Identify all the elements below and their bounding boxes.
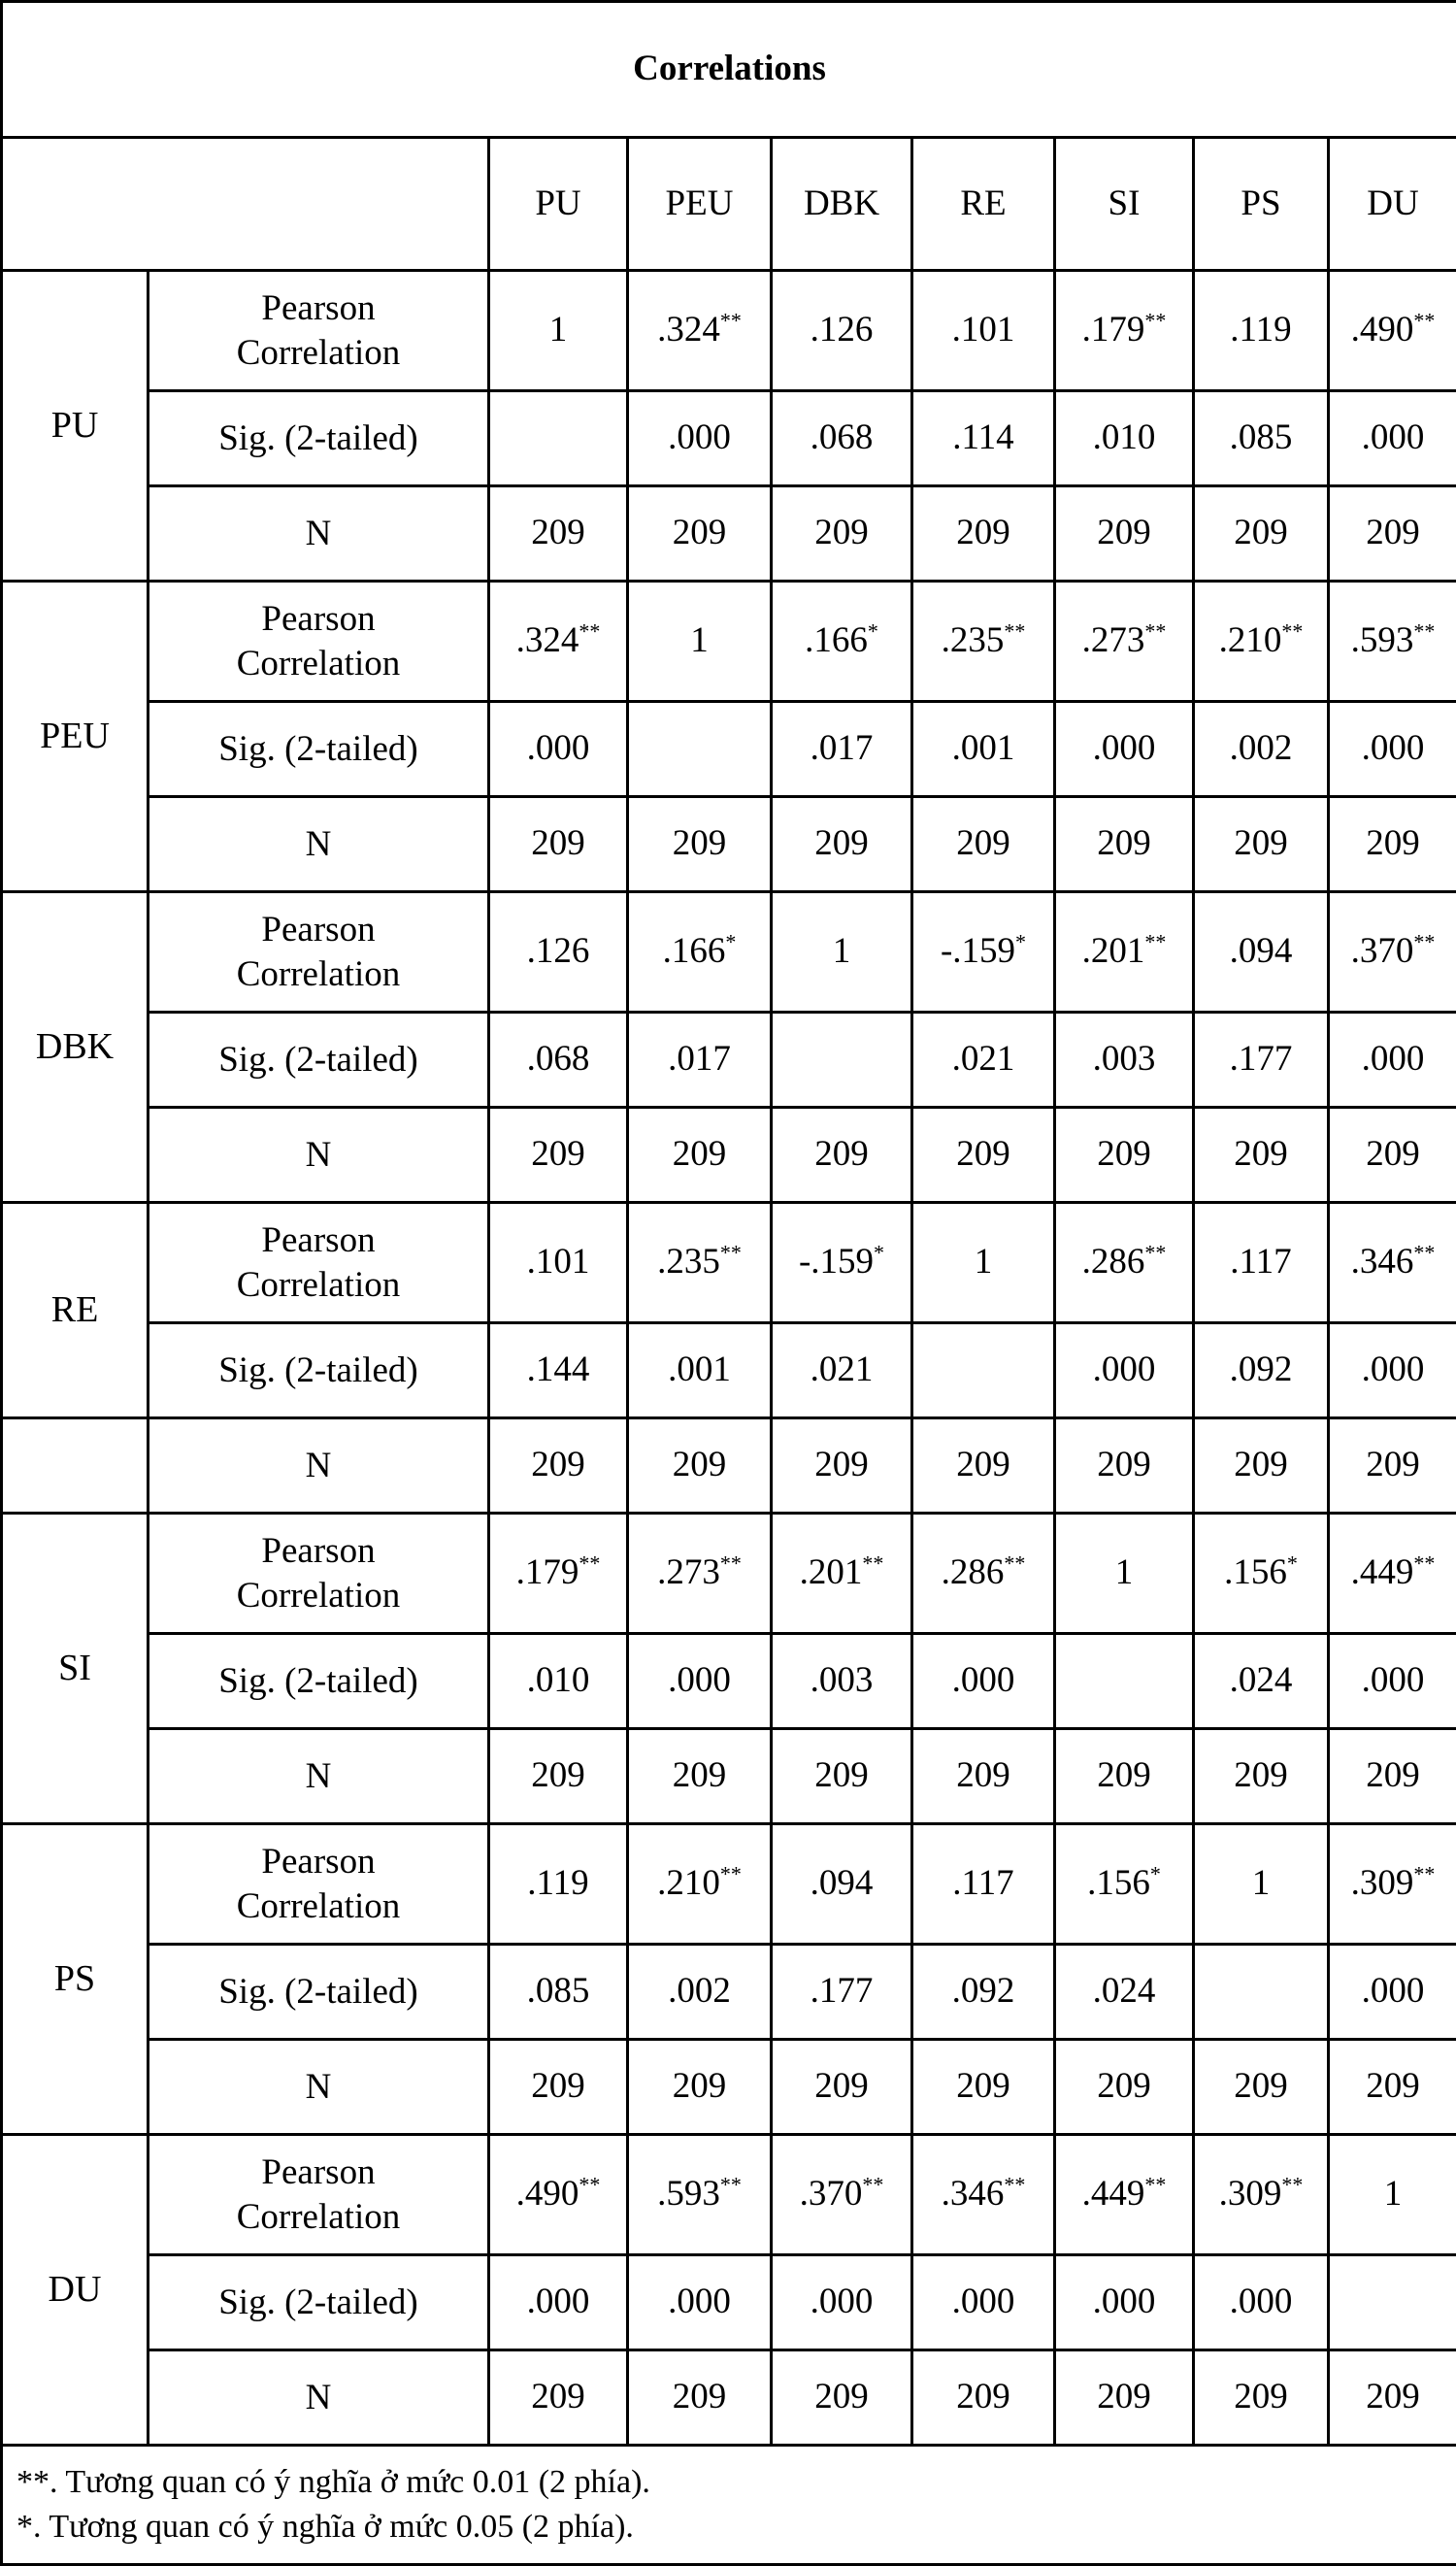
pearson-value: .309 — [1351, 1863, 1414, 1903]
pearson-cell — [1194, 582, 1329, 702]
sig-cell: .177 — [772, 1945, 912, 2040]
sig-cell: .000 — [1329, 1634, 1456, 1729]
pearson-value: .126 — [811, 310, 874, 350]
pearson-cell — [772, 1514, 912, 1634]
table-row — [2, 2350, 1456, 2446]
sig-cell: .000 — [1329, 391, 1456, 486]
stat-label-sig: Sig. (2-tailed) — [149, 2255, 489, 2350]
significance-marker: ** — [720, 1241, 742, 1265]
pearson-value: .101 — [527, 1242, 590, 1282]
sig-cell — [912, 1323, 1055, 1418]
n-cell: 209 — [489, 1418, 628, 1514]
sig-cell — [1055, 1634, 1194, 1729]
column-header-si: SI — [1055, 138, 1194, 271]
pearson-value: 1 — [690, 620, 709, 660]
pearson-value: .346 — [942, 2174, 1005, 2214]
n-cell: 209 — [772, 2350, 912, 2446]
pearson-cell — [1055, 1514, 1194, 1634]
row-variable-peu: PEU — [2, 582, 149, 892]
n-cell: 209 — [1055, 1418, 1194, 1514]
n-cell: 209 — [772, 2040, 912, 2135]
sig-cell: .000 — [1055, 702, 1194, 797]
sig-cell: .024 — [1194, 1634, 1329, 1729]
pearson-cell — [628, 1824, 772, 1945]
table-row — [2, 702, 1456, 797]
table-row — [2, 1634, 1456, 1729]
sig-cell: .021 — [912, 1013, 1055, 1108]
sig-cell: .003 — [772, 1634, 912, 1729]
n-cell: 209 — [1055, 1729, 1194, 1824]
significance-marker: ** — [1144, 1241, 1166, 1265]
pearson-value: .370 — [800, 2174, 863, 2214]
table-row — [2, 1729, 1456, 1824]
significance-marker: * — [725, 930, 736, 954]
n-cell: 209 — [628, 1729, 772, 1824]
stat-label-n: N — [149, 1108, 489, 1203]
sig-cell: .001 — [628, 1323, 772, 1418]
significance-marker: ** — [862, 1551, 883, 1576]
n-cell: 209 — [912, 486, 1055, 582]
n-cell: 209 — [628, 1418, 772, 1514]
pearson-value: .370 — [1351, 931, 1414, 971]
pearson-value: .101 — [952, 310, 1015, 350]
row-variable-dbk: DBK — [2, 892, 149, 1203]
column-header-pu: PU — [489, 138, 628, 271]
pearson-value: .119 — [527, 1863, 588, 1903]
table-row — [2, 271, 1456, 391]
pearson-value: .593 — [1351, 620, 1414, 660]
table-row — [2, 486, 1456, 582]
pearson-cell — [912, 1824, 1055, 1945]
pearson-cell — [1329, 271, 1456, 391]
significance-marker: ** — [1144, 619, 1166, 644]
stat-label-n: N — [149, 2350, 489, 2446]
sig-cell: .001 — [912, 702, 1055, 797]
pearson-value: .273 — [657, 1552, 720, 1592]
pearson-value: .117 — [952, 1863, 1013, 1903]
sig-cell: .000 — [1329, 1945, 1456, 2040]
significance-marker: ** — [579, 2173, 600, 2197]
sig-cell — [489, 391, 628, 486]
pearson-cell — [1194, 1514, 1329, 1634]
pearson-cell — [489, 1203, 628, 1323]
pearson-value: 1 — [833, 931, 851, 971]
significance-marker: * — [1150, 1862, 1161, 1886]
pearson-value: .156 — [1224, 1552, 1287, 1592]
pearson-cell — [1329, 1203, 1456, 1323]
significance-marker: * — [868, 619, 878, 644]
pearson-cell — [1194, 892, 1329, 1013]
row-variable-re: RE — [2, 1203, 149, 1418]
stat-label-pearson: Pearson Correlation — [149, 582, 489, 702]
pearson-value: .346 — [1351, 1242, 1414, 1282]
pearson-cell — [772, 1824, 912, 1945]
significance-marker: ** — [1281, 619, 1303, 644]
column-header-dbk: DBK — [772, 138, 912, 271]
table-row — [2, 2040, 1456, 2135]
sig-cell — [1194, 1945, 1329, 2040]
significance-marker: ** — [579, 619, 600, 644]
n-cell: 209 — [772, 1729, 912, 1824]
significance-marker: ** — [1413, 1241, 1435, 1265]
stat-label-n: N — [149, 2040, 489, 2135]
table-row — [2, 2135, 1456, 2255]
pearson-cell — [628, 1514, 772, 1634]
pearson-cell — [1055, 2135, 1194, 2255]
pearson-cell — [772, 582, 912, 702]
pearson-cell — [1055, 582, 1194, 702]
pearson-cell — [1055, 1824, 1194, 1945]
n-cell: 209 — [1329, 797, 1456, 892]
pearson-value: .094 — [811, 1863, 874, 1903]
sig-cell: .092 — [1194, 1323, 1329, 1418]
n-cell: 209 — [912, 1729, 1055, 1824]
pearson-value: .309 — [1219, 2174, 1282, 2214]
pearson-value: .166 — [663, 931, 726, 971]
n-cell: 209 — [912, 1108, 1055, 1203]
significance-marker: ** — [1004, 619, 1025, 644]
n-cell: 209 — [1194, 1418, 1329, 1514]
pearson-value: .449 — [1082, 2174, 1145, 2214]
sig-cell: .092 — [912, 1945, 1055, 2040]
stat-label-sig: Sig. (2-tailed) — [149, 1634, 489, 1729]
pearson-cell — [489, 892, 628, 1013]
pearson-cell — [772, 892, 912, 1013]
stat-label-n: N — [149, 1729, 489, 1824]
pearson-value: 1 — [1384, 2174, 1403, 2214]
pearson-cell — [912, 1514, 1055, 1634]
sig-cell: .002 — [1194, 702, 1329, 797]
stat-label-sig: Sig. (2-tailed) — [149, 1013, 489, 1108]
stat-label-pearson: Pearson Correlation — [149, 271, 489, 391]
pearson-value: .126 — [527, 931, 590, 971]
significance-marker: ** — [720, 309, 742, 333]
pearson-cell — [628, 892, 772, 1013]
table-row — [2, 1945, 1456, 2040]
significance-marker: ** — [1004, 1551, 1025, 1576]
n-cell: 209 — [1194, 2040, 1329, 2135]
pearson-value: .235 — [657, 1242, 720, 1282]
n-cell: 209 — [912, 1418, 1055, 1514]
pearson-cell — [1194, 1203, 1329, 1323]
column-header-row — [2, 138, 1456, 271]
pearson-cell — [628, 1203, 772, 1323]
n-cell: 209 — [772, 797, 912, 892]
n-cell: 209 — [912, 797, 1055, 892]
significance-marker: ** — [1413, 930, 1435, 954]
pearson-value: 1 — [1252, 1863, 1271, 1903]
table-row — [2, 1514, 1456, 1634]
table-row — [2, 1418, 1456, 1514]
table-row — [2, 1824, 1456, 1945]
pearson-cell — [628, 271, 772, 391]
footnote-2: *. Tương quan có ý nghĩa ở mức 0.05 (2 phía). — [17, 2505, 1456, 2549]
table-row — [2, 1323, 1456, 1418]
pearson-cell — [489, 1514, 628, 1634]
pearson-value: -.159 — [799, 1242, 874, 1282]
pearson-value: .094 — [1230, 931, 1293, 971]
n-cell: 209 — [1329, 2350, 1456, 2446]
n-cell: 209 — [1329, 1418, 1456, 1514]
n-cell: 209 — [1055, 2040, 1194, 2135]
n-cell: 209 — [1055, 2350, 1194, 2446]
sig-cell: .000 — [912, 1634, 1055, 1729]
sig-cell: .000 — [628, 2255, 772, 2350]
significance-marker: ** — [1004, 2173, 1025, 2197]
pearson-cell — [772, 271, 912, 391]
pearson-value: .119 — [1230, 310, 1291, 350]
stat-label-pearson: Pearson Correlation — [149, 2135, 489, 2255]
column-header-peu: PEU — [628, 138, 772, 271]
stat-label-n: N — [149, 1418, 489, 1514]
sig-cell — [1329, 2255, 1456, 2350]
pearson-cell — [489, 582, 628, 702]
n-cell: 209 — [1329, 1108, 1456, 1203]
pearson-value: .324 — [657, 310, 720, 350]
pearson-cell — [1055, 892, 1194, 1013]
sig-cell: .000 — [628, 1634, 772, 1729]
row-variable-empty — [2, 1418, 149, 1514]
sig-cell: .010 — [489, 1634, 628, 1729]
sig-cell: .017 — [772, 702, 912, 797]
n-cell: 209 — [489, 2040, 628, 2135]
n-cell: 209 — [628, 486, 772, 582]
table-row — [2, 391, 1456, 486]
stat-label-pearson: Pearson Correlation — [149, 1514, 489, 1634]
pearson-cell — [489, 2135, 628, 2255]
pearson-value: .156 — [1087, 1863, 1150, 1903]
n-cell: 209 — [772, 1418, 912, 1514]
sig-cell: .068 — [489, 1013, 628, 1108]
n-cell: 209 — [489, 797, 628, 892]
pearson-value: .201 — [1082, 931, 1145, 971]
n-cell: 209 — [1194, 486, 1329, 582]
n-cell: 209 — [1055, 486, 1194, 582]
pearson-value: .286 — [942, 1552, 1005, 1592]
sig-cell: .000 — [1194, 2255, 1329, 2350]
significance-marker: ** — [1144, 930, 1166, 954]
significance-marker: ** — [1413, 309, 1435, 333]
table-body — [2, 271, 1456, 2446]
pearson-value: .286 — [1082, 1242, 1145, 1282]
pearson-cell — [1329, 892, 1456, 1013]
footnotes — [2, 2446, 1456, 2565]
stat-label-n: N — [149, 797, 489, 892]
pearson-value: .166 — [805, 620, 868, 660]
n-cell: 209 — [489, 486, 628, 582]
pearson-cell — [1055, 271, 1194, 391]
stat-label-sig: Sig. (2-tailed) — [149, 391, 489, 486]
sig-cell: .144 — [489, 1323, 628, 1418]
sig-cell: .000 — [772, 2255, 912, 2350]
n-cell: 209 — [912, 2350, 1055, 2446]
pearson-cell — [1194, 271, 1329, 391]
row-variable-si: SI — [2, 1514, 149, 1824]
table-row — [2, 1013, 1456, 1108]
pearson-cell — [628, 582, 772, 702]
column-header-du: DU — [1329, 138, 1456, 271]
pearson-cell — [912, 582, 1055, 702]
significance-marker: ** — [1413, 1862, 1435, 1886]
sig-cell: .021 — [772, 1323, 912, 1418]
stat-label-n: N — [149, 486, 489, 582]
significance-marker: * — [1015, 930, 1026, 954]
pearson-value: .201 — [800, 1552, 863, 1592]
stat-label-pearson: Pearson Correlation — [149, 1824, 489, 1945]
pearson-value: .449 — [1351, 1552, 1414, 1592]
pearson-value: .117 — [1230, 1242, 1291, 1282]
pearson-value: .490 — [516, 2174, 579, 2214]
footnote-1: **. Tương quan có ý nghĩa ở mức 0.01 (2 phía). — [17, 2460, 1456, 2505]
table-row — [2, 1203, 1456, 1323]
row-variable-ps: PS — [2, 1824, 149, 2135]
stat-label-sig: Sig. (2-tailed) — [149, 1945, 489, 2040]
n-cell: 209 — [1055, 1108, 1194, 1203]
n-cell: 209 — [489, 1108, 628, 1203]
significance-marker: ** — [1413, 1551, 1435, 1576]
pearson-cell — [489, 1824, 628, 1945]
sig-cell: .000 — [1055, 1323, 1194, 1418]
sig-cell: .000 — [489, 702, 628, 797]
significance-marker: ** — [862, 2173, 883, 2197]
table-title: Correlations — [2, 2, 1456, 138]
pearson-value: .235 — [942, 620, 1005, 660]
pearson-cell — [489, 271, 628, 391]
sig-cell: .114 — [912, 391, 1055, 486]
n-cell: 209 — [628, 2350, 772, 2446]
sig-cell: .068 — [772, 391, 912, 486]
pearson-cell — [628, 2135, 772, 2255]
significance-marker: ** — [720, 1862, 742, 1886]
table-row — [2, 582, 1456, 702]
n-cell: 209 — [1194, 1729, 1329, 1824]
sig-cell: .000 — [1055, 2255, 1194, 2350]
pearson-value: .210 — [657, 1863, 720, 1903]
n-cell: 209 — [628, 2040, 772, 2135]
pearson-value: 1 — [549, 310, 568, 350]
pearson-value: -.159 — [941, 931, 1015, 971]
n-cell: 209 — [1329, 486, 1456, 582]
sig-cell: .085 — [1194, 391, 1329, 486]
n-cell: 209 — [1329, 1729, 1456, 1824]
pearson-value: .324 — [516, 620, 579, 660]
pearson-cell — [772, 1203, 912, 1323]
sig-cell — [772, 1013, 912, 1108]
significance-marker: ** — [1281, 2173, 1303, 2197]
n-cell: 209 — [1194, 797, 1329, 892]
sig-cell: .017 — [628, 1013, 772, 1108]
sig-cell: .000 — [912, 2255, 1055, 2350]
stat-label-pearson: Pearson Correlation — [149, 892, 489, 1013]
sig-cell: .000 — [1329, 1323, 1456, 1418]
sig-cell: .000 — [489, 2255, 628, 2350]
pearson-value: .490 — [1351, 310, 1414, 350]
pearson-value: 1 — [1115, 1552, 1134, 1592]
significance-marker: ** — [1144, 309, 1166, 333]
sig-cell: .010 — [1055, 391, 1194, 486]
pearson-value: .179 — [516, 1552, 579, 1592]
pearson-value: 1 — [975, 1242, 993, 1282]
n-cell: 209 — [1194, 1108, 1329, 1203]
pearson-cell — [1329, 1514, 1456, 1634]
n-cell: 209 — [772, 1108, 912, 1203]
n-cell: 209 — [1329, 2040, 1456, 2135]
sig-cell: .177 — [1194, 1013, 1329, 1108]
pearson-cell — [912, 271, 1055, 391]
sig-cell: .085 — [489, 1945, 628, 2040]
table-row — [2, 892, 1456, 1013]
significance-marker: ** — [1144, 2173, 1166, 2197]
n-cell: 209 — [628, 1108, 772, 1203]
sig-cell: .000 — [1329, 1013, 1456, 1108]
sig-cell: .000 — [628, 391, 772, 486]
pearson-cell — [912, 892, 1055, 1013]
pearson-cell — [1329, 1824, 1456, 1945]
sig-cell: .000 — [1329, 702, 1456, 797]
stat-label-sig: Sig. (2-tailed) — [149, 1323, 489, 1418]
table-row — [2, 1108, 1456, 1203]
table-row — [2, 2255, 1456, 2350]
pearson-cell — [1329, 582, 1456, 702]
sig-cell: .002 — [628, 1945, 772, 2040]
n-cell: 209 — [1055, 797, 1194, 892]
row-variable-du: DU — [2, 2135, 149, 2446]
pearson-cell — [1329, 2135, 1456, 2255]
n-cell: 209 — [772, 486, 912, 582]
pearson-value: .593 — [657, 2174, 720, 2214]
n-cell: 209 — [628, 797, 772, 892]
significance-marker: ** — [1413, 619, 1435, 644]
significance-marker: ** — [720, 1551, 742, 1576]
pearson-cell — [1055, 1203, 1194, 1323]
sig-cell: .024 — [1055, 1945, 1194, 2040]
pearson-cell — [1194, 2135, 1329, 2255]
column-header-ps: PS — [1194, 138, 1329, 271]
n-cell: 209 — [912, 2040, 1055, 2135]
header-corner-cell — [2, 138, 489, 271]
n-cell: 209 — [489, 1729, 628, 1824]
stat-label-pearson: Pearson Correlation — [149, 1203, 489, 1323]
n-cell: 209 — [1194, 2350, 1329, 2446]
pearson-value: .273 — [1082, 620, 1145, 660]
row-variable-pu: PU — [2, 271, 149, 582]
significance-marker: * — [1287, 1551, 1298, 1576]
column-header-re: RE — [912, 138, 1055, 271]
pearson-cell — [912, 2135, 1055, 2255]
sig-cell: .003 — [1055, 1013, 1194, 1108]
significance-marker: * — [874, 1241, 884, 1265]
table-row — [2, 797, 1456, 892]
n-cell: 209 — [489, 2350, 628, 2446]
pearson-cell — [1194, 1824, 1329, 1945]
pearson-value: .179 — [1082, 310, 1145, 350]
pearson-cell — [912, 1203, 1055, 1323]
stat-label-sig: Sig. (2-tailed) — [149, 702, 489, 797]
pearson-value: .210 — [1219, 620, 1282, 660]
sig-cell — [628, 702, 772, 797]
significance-marker: ** — [720, 2173, 742, 2197]
pearson-cell — [772, 2135, 912, 2255]
significance-marker: ** — [579, 1551, 600, 1576]
